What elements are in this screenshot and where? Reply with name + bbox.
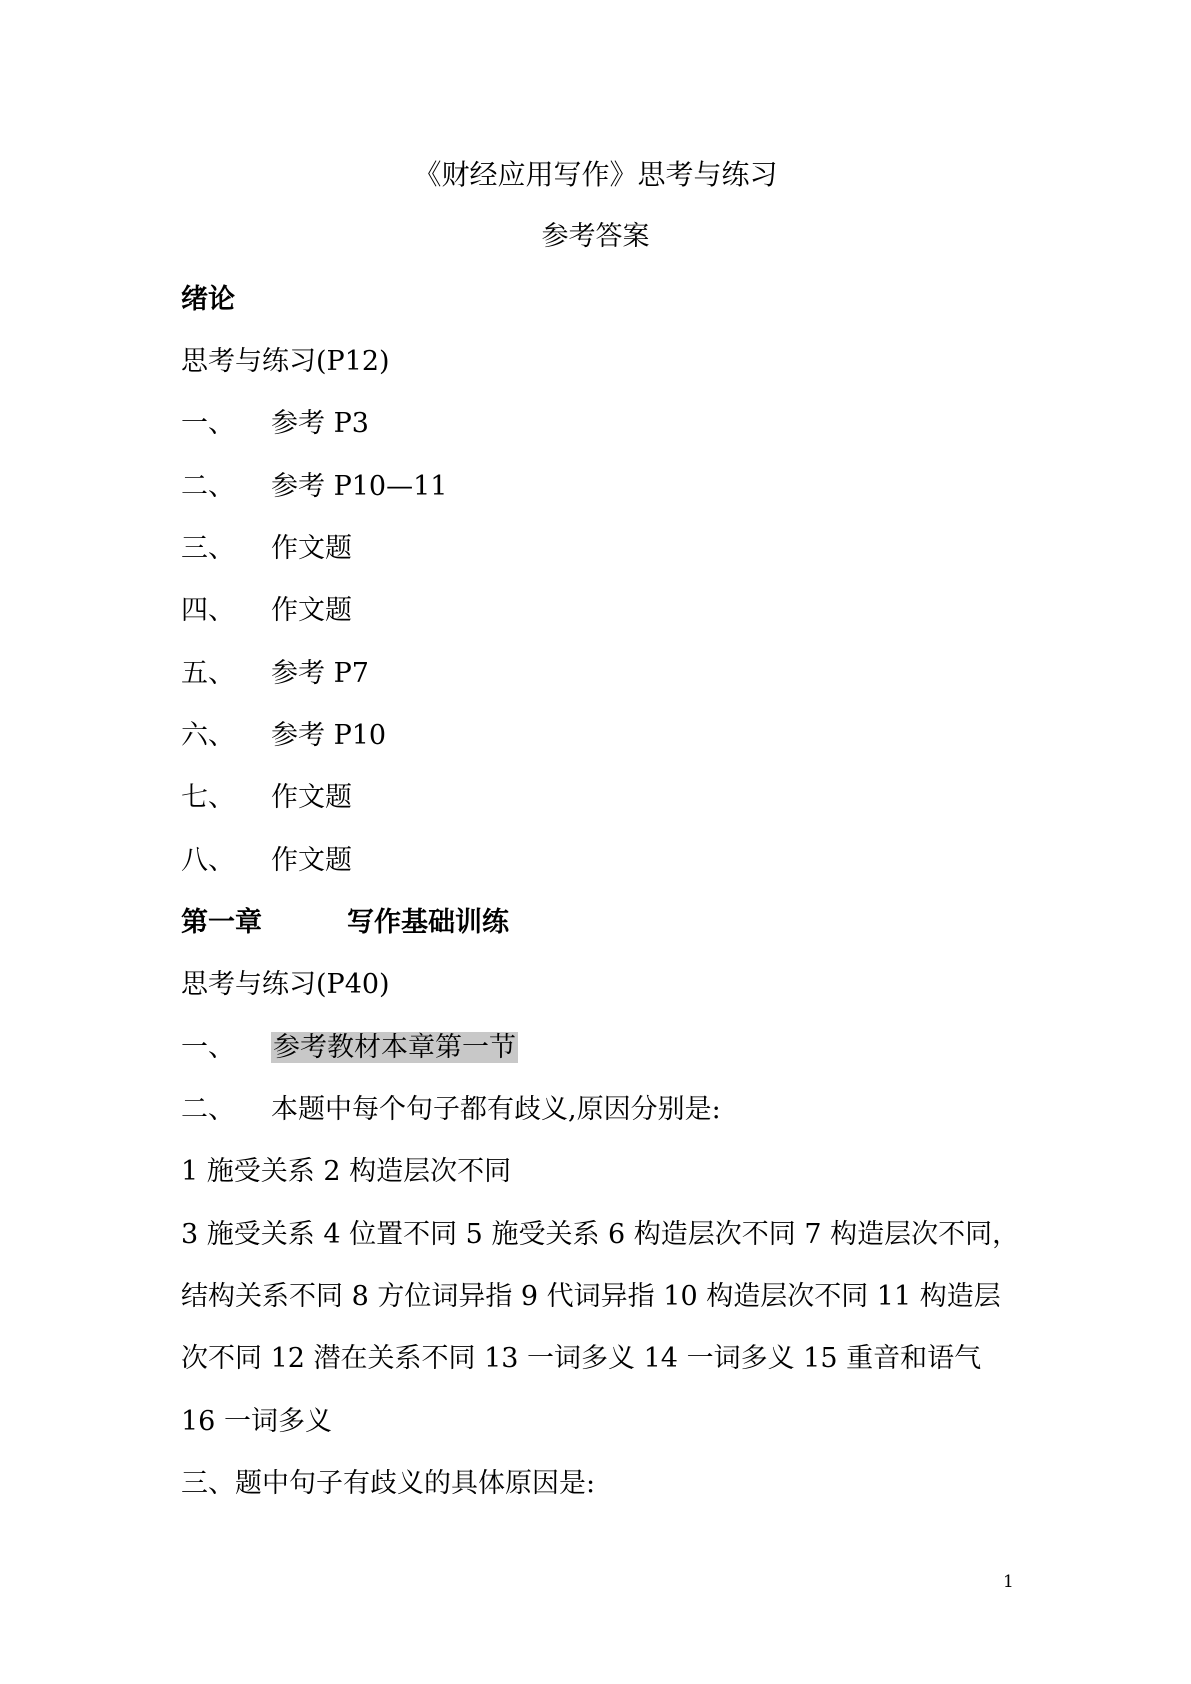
item-text: 作文题 [271, 845, 352, 876]
item-text: 作文题 [271, 595, 352, 626]
list-item [181, 657, 369, 691]
list-item [181, 594, 352, 628]
list-item [181, 844, 352, 878]
chapter-heading [181, 906, 509, 940]
chapter-label: 第一章 [181, 907, 262, 938]
list-item [181, 781, 352, 815]
item-text: 作文题 [271, 533, 352, 564]
title-book-name: 《财经应用写作》 [413, 158, 638, 191]
chapter-exercise-label: 思考与练习(P40) [181, 969, 390, 1000]
answer-line: 16 一词多义 [181, 1406, 332, 1437]
item-number: 六、 [181, 720, 235, 751]
list-item [181, 532, 352, 566]
list-item [181, 470, 447, 504]
item-three: 三、题中句子有歧义的具体原因是: [181, 1468, 596, 1499]
list-item [181, 1031, 518, 1065]
item-number: 一、 [181, 408, 235, 439]
item-number: 三、 [181, 533, 235, 564]
intro-exercise-label: 思考与练习(P12) [181, 346, 390, 377]
document-title [0, 158, 1191, 192]
item-number: 七、 [181, 782, 235, 813]
item-number: 二、 [181, 471, 235, 502]
title-rest: 思考与练习 [637, 158, 778, 191]
list-item [181, 407, 369, 441]
answer-line: 1 施受关系 2 构造层次不同 [181, 1156, 512, 1187]
highlighted-text: 参考教材本章第一节 [273, 1032, 516, 1063]
item-text: 本题中每个句子都有歧义,原因分别是: [271, 1094, 721, 1125]
answer-line: 次不同 12 潜在关系不同 13 一词多义 14 一词多义 15 重音和语气 [181, 1343, 982, 1374]
item-text: 参考 P7 [271, 658, 369, 689]
chapter-title: 写作基础训练 [347, 907, 509, 938]
answer-line: 结构关系不同 8 方位词异指 9 代词异指 10 构造层次不同 11 构造层 [181, 1281, 1001, 1312]
item-number: 八、 [181, 845, 235, 876]
list-item [181, 1093, 721, 1127]
item-number: 二、 [181, 1094, 235, 1125]
page-number: 1 [1003, 1572, 1014, 1592]
document-subtitle: 参考答案 [541, 221, 650, 252]
list-item [181, 719, 386, 753]
item-text: 参考 P10 [271, 720, 387, 751]
intro-heading: 绪论 [181, 284, 235, 315]
answer-line: 3 施受关系 4 位置不同 5 施受关系 6 构造层次不同 7 构造层次不同， [181, 1219, 1020, 1250]
item-text: 参考 P10—11 [271, 471, 448, 502]
item-number: 四、 [181, 595, 235, 626]
item-text: 参考 P3 [271, 408, 369, 439]
item-text: 作文题 [271, 782, 352, 813]
item-number: 一、 [181, 1032, 235, 1063]
item-number: 五、 [181, 658, 235, 689]
